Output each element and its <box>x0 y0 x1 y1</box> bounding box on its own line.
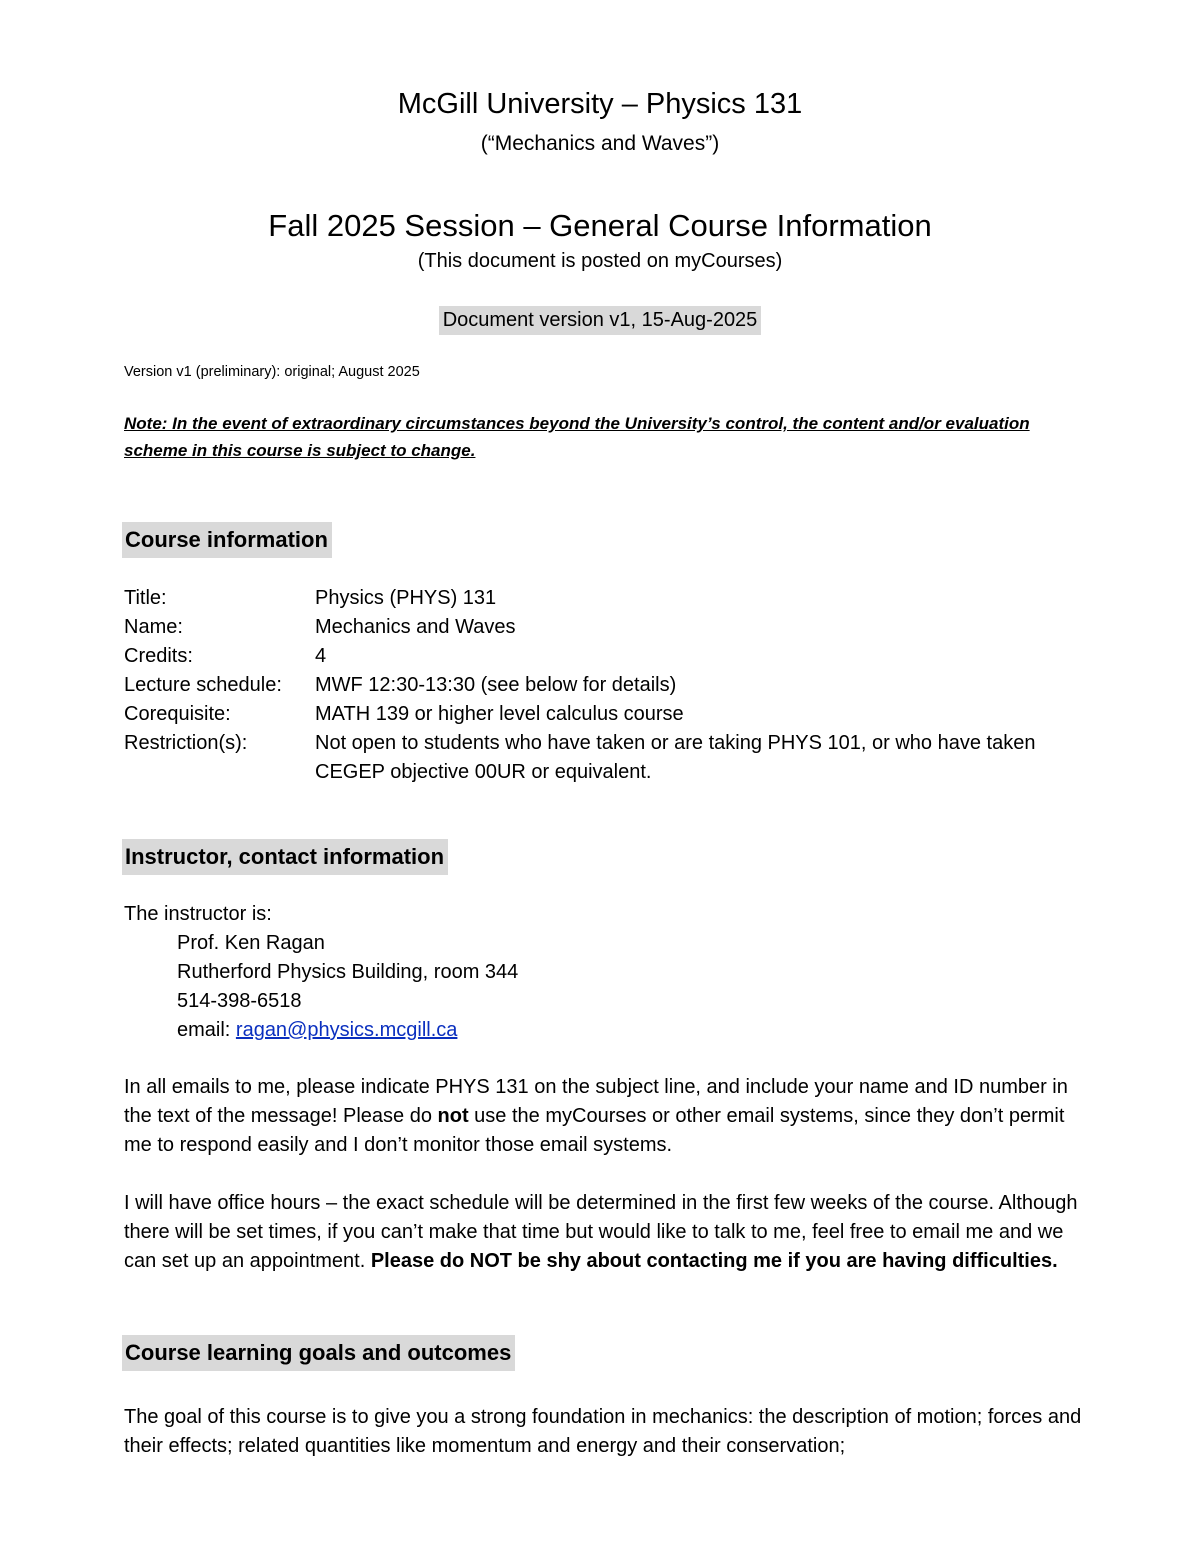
email-instructions-emphasis: not <box>437 1105 469 1127</box>
email-link[interactable]: ragan@physics.mcgill.ca <box>235 1019 458 1041</box>
info-label: Credits: <box>124 645 193 667</box>
course-subtitle: (“Mechanics and Waves”) <box>480 132 720 155</box>
instructor-phone: 514-398-6518 <box>177 990 302 1012</box>
info-label: Name: <box>124 616 183 638</box>
info-label: Corequisite: <box>124 703 231 725</box>
version-badge-row <box>0 306 1200 335</box>
info-value: 4 <box>315 645 327 667</box>
version-history: Version v1 (preliminary): original; August 2025 <box>124 364 420 380</box>
instructor-intro: The instructor is: <box>124 903 272 925</box>
instructor-heading: Instructor, contact information <box>122 839 448 875</box>
office-hours-paragraph <box>124 1189 1084 1276</box>
email-instructions-text-a: In all emails to me, please indicate PHYS 131 on the subject line, and include your name and ID number in the text of the message! Please do <box>124 1076 1068 1127</box>
posted-note: (This document is posted on myCourses) <box>417 250 783 272</box>
email-label: email: <box>177 1019 236 1041</box>
info-value: MWF 12:30-13:30 (see below for details) <box>315 674 677 696</box>
info-row <box>124 729 1104 787</box>
university-course-title: McGill University – Physics 131 <box>397 88 803 120</box>
info-value: MATH 139 or higher level calculus course <box>315 703 684 725</box>
info-label: Lecture schedule: <box>124 674 282 696</box>
disclaimer-note: Note: In the event of extraordinary circumstances beyond the University’s control, the content and/or evaluation scheme in this course is subject to change. <box>124 414 1030 460</box>
info-label: Title: <box>124 587 167 609</box>
office-hours-text: I will have office hours – the exact schedule will be determined in the first few weeks of the course. Although there will be set times, if you can’t make that time but would like to talk to me, feel free to email me and we can set up an appointment. <box>124 1192 1078 1272</box>
info-value: Physics (PHYS) 131 <box>315 587 497 609</box>
office-hours-emphasis: Please do NOT be shy about contacting me if you are having difficulties. <box>370 1250 1058 1272</box>
info-row <box>124 671 1104 700</box>
session-title: Fall 2025 Session – General Course Information <box>268 208 932 243</box>
course-information-heading: Course information <box>122 522 332 558</box>
instructor-email-line <box>124 1016 1084 1045</box>
instructor-name: Prof. Ken Ragan <box>177 932 325 954</box>
info-row <box>124 613 1104 642</box>
learning-goals-paragraph: The goal of this course is to give you a strong foundation in mechanics: the description of motion; forces and their effects; related quantities like momentum and energy and their conservation; <box>124 1406 1082 1457</box>
info-row <box>124 700 1104 729</box>
version-badge: Document version v1, 15-Aug-2025 <box>439 306 762 335</box>
info-value: Mechanics and Waves <box>315 616 516 638</box>
course-info-table <box>124 584 1104 787</box>
info-label: Restriction(s): <box>124 732 248 754</box>
info-value: Not open to students who have taken or are taking PHYS 101, or who have taken CEGEP objective 00UR or equivalent. <box>315 732 1036 783</box>
info-row <box>124 642 1104 671</box>
instructor-contact-block <box>124 900 1084 1045</box>
instructor-office: Rutherford Physics Building, room 344 <box>177 961 519 983</box>
info-row <box>124 584 1104 613</box>
email-instructions-text-b: use the myCourses or other email systems, since they don’t permit me to respond easily and I don’t monitor those email systems. <box>124 1105 1065 1156</box>
learning-goals-heading: Course learning goals and outcomes <box>122 1335 515 1371</box>
email-instructions <box>124 1073 1084 1160</box>
